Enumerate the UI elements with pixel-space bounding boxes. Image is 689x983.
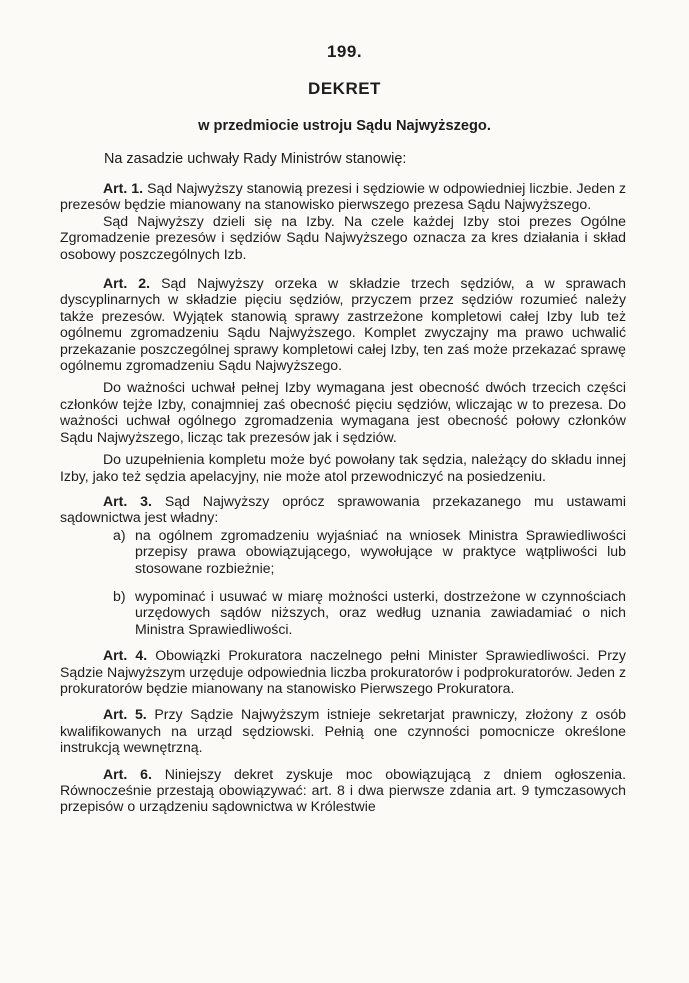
article-text: Obowiązki Prokuratora naczelnego pełni Minister Sprawiedliwości. Przy Sądzie Najwyższym urzęduje odpowiednia liczba prokuratorów i podprokuratorów. Jeden z prokuratorów będzie mianowany na stanowisko Pierwszego Prokuratora. — [60, 647, 626, 696]
intro-sentence: Na zasadzie uchwały Rady Ministrów stanowię: — [104, 151, 407, 167]
article-2 — [60, 275, 626, 484]
list-item — [60, 588, 626, 637]
article-6 — [60, 766, 626, 815]
article-paragraph: Do uzupełnienia kompletu może być powołany tak sędzia, należący do składu innej Izby, jako też sędzia apelacyjny, nie może atol przewodniczyć na posiedzeniu. — [60, 451, 626, 484]
document-subtitle: w przedmiocie ustroju Sądu Najwyższego. — [198, 118, 491, 134]
article-text: Niniejszy dekret zyskuje moc obowiązującą z dniem ogłoszenia. Równocześnie przestają obowiązywać: art. 8 i dwa pierwsze zdania art. 9 tymczasowych przepisów o urządzeniu sądownictwa w Królestwie — [60, 765, 626, 815]
list-item-text: wypominać i usuwać w miarę możności usterki, dostrzeżone w czynnościach urzędowych sądów niższych, oraz według uznania zawiadamiać o nich Ministra Sprawiedliwości. — [135, 587, 626, 637]
article-paragraph — [60, 275, 626, 373]
article-label: Art. 6. — [103, 765, 152, 782]
article-text: Przy Sądzie Najwyższym istnieje sekretarjat prawniczy, złożony z osób kwalifikowanych na urząd sędziowski. Pełnią one czynności pomocnicze określone instrukcją wewnętrzną. — [60, 706, 627, 756]
article-paragraph: Do ważności uchwał pełnej Izby wymagana jest obecność dwóch trzecich części członków tejże Izby, conajmniej zaś obecność pięciu sędziów, wliczając w to prezesa. Do ważności uchwał ogólnego zgromadzenia wymagana jest obecność połowy członków Sądu Najwyższego, licząc tak prezesów jak i sędziów. — [60, 379, 626, 445]
article-paragraph: Sąd Najwyższy dzieli się na Izby. Na czele każdej Izby stoi prezes Ogólne Zgromadzenie prezesów i sędziów Sądu Najwyższego oznacza za kres działania i skład osobowy poszczególnych Izb. — [60, 212, 626, 262]
article-paragraph — [60, 766, 626, 815]
list-marker: a) — [113, 526, 126, 543]
document-body — [60, 180, 626, 815]
article-4 — [60, 647, 626, 696]
article-5 — [60, 706, 626, 755]
article-label: Art. 1. — [103, 180, 144, 196]
article-paragraph — [60, 647, 626, 696]
article-label: Art. 4. — [103, 647, 148, 664]
article-label: Art. 3. — [103, 492, 152, 509]
list-item-text: na ogólnem zgromadzeniu wyjaśniać na wniosek Ministra Sprawiedliwości przepisy prawa obowiązującego, wywołujące w praktyce wątpliwości lub stosowane rozbieżnie; — [135, 526, 626, 576]
page-number: 199. — [326, 42, 363, 61]
article-3-items — [60, 527, 626, 637]
list-marker: b) — [113, 587, 126, 604]
article-paragraph — [60, 493, 626, 526]
list-item — [60, 527, 626, 576]
article-text: Sąd Najwyższy oprócz sprawowania przekazanego mu ustawami sądownictwa jest władny: — [60, 492, 626, 526]
article-1 — [60, 180, 626, 262]
article-paragraph — [60, 706, 626, 755]
article-text: Sąd Najwyższy stanowią prezesi i sędziowie w odpowiedniej liczbie. Jeden z prezesów będzie mianowany na stanowisko pierwszego prezesa Sądu Najwyższego. — [60, 180, 627, 213]
article-label: Art. 5. — [103, 706, 147, 723]
article-3 — [60, 493, 626, 637]
document-title: DEKRET — [308, 79, 381, 98]
article-paragraph — [60, 180, 626, 213]
article-label: Art. 2. — [103, 275, 151, 292]
article-text: Sąd Najwyższy orzeka w składzie trzech sędziów, a w sprawach dyscyplinarnych w składzie pięciu sędziów, przyczem przez sędziów rozumieć należy także prezesów. Wyjątek stanowią sprawy zastrzeżone kompletowi całej Izby lub też ogólnemu zgromadzeniu Sądu Najwyższego. Komplet zwyczajny ma prawo uchwalić przekazanie poszczególnej sprawy kompletowi całej Izby, ten zaś może przekazać sprawę ogólnemu zgromadzeniu Sądu Najwyższego. — [60, 275, 626, 374]
